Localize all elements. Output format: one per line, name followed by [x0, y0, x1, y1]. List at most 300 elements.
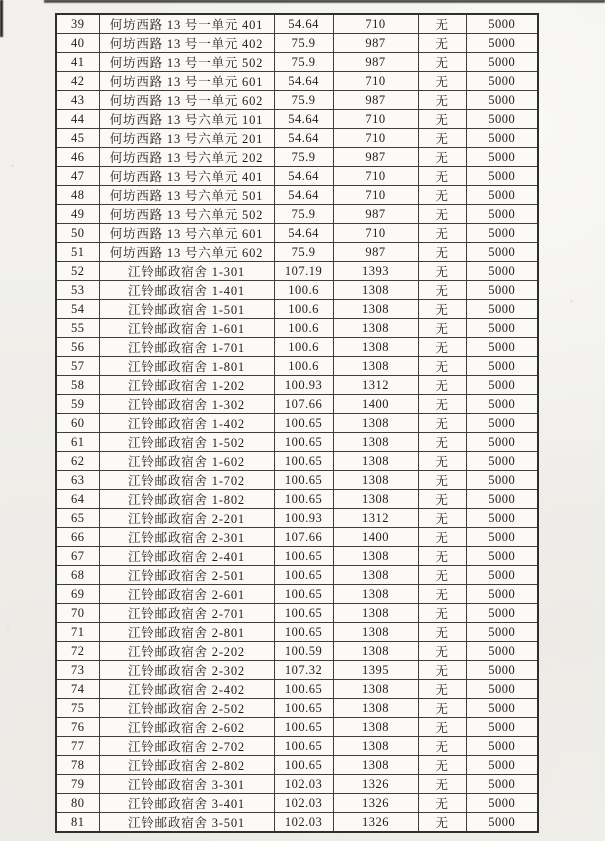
value-cell: 无	[418, 34, 466, 53]
address-cell: 江铃邮政宿舍 1-701	[99, 338, 274, 357]
row-number-cell: 47	[56, 167, 99, 186]
row-number-cell: 54	[56, 300, 99, 319]
row-number-cell: 68	[56, 566, 99, 585]
address-cell: 何坊西路 13 号六单元 201	[99, 129, 274, 148]
value-cell: 5000	[466, 243, 538, 262]
value-cell: 75.9	[274, 243, 333, 262]
table-row	[56, 414, 538, 433]
value-cell: 无	[418, 699, 466, 718]
value-cell: 710	[333, 224, 418, 243]
address-cell: 江铃邮政宿舍 1-301	[99, 262, 274, 281]
row-number-cell: 58	[56, 376, 99, 395]
address-cell: 何坊西路 13 号六单元 602	[99, 243, 274, 262]
value-cell: 1308	[333, 471, 418, 490]
value-cell: 1308	[333, 680, 418, 699]
value-cell: 无	[418, 357, 466, 376]
value-cell: 1400	[333, 528, 418, 547]
value-cell: 5000	[466, 167, 538, 186]
address-cell: 江铃邮政宿舍 1-501	[99, 300, 274, 319]
value-cell: 无	[418, 794, 466, 813]
table-row	[56, 205, 538, 224]
value-cell: 5000	[466, 623, 538, 642]
value-cell: 1308	[333, 585, 418, 604]
table-row	[56, 471, 538, 490]
row-number-cell: 43	[56, 91, 99, 110]
value-cell: 100.65	[274, 433, 333, 452]
address-cell: 何坊西路 13 号一单元 401	[99, 14, 274, 34]
address-cell: 江铃邮政宿舍 2-401	[99, 547, 274, 566]
value-cell: 无	[418, 167, 466, 186]
value-cell: 75.9	[274, 148, 333, 167]
value-cell: 987	[333, 243, 418, 262]
value-cell: 5000	[466, 775, 538, 794]
value-cell: 无	[418, 53, 466, 72]
scan-speck	[570, 300, 573, 302]
value-cell: 无	[418, 148, 466, 167]
value-cell: 无	[418, 452, 466, 471]
value-cell: 1312	[333, 376, 418, 395]
table-row	[56, 642, 538, 661]
value-cell: 100.65	[274, 623, 333, 642]
table-row	[56, 794, 538, 813]
value-cell: 无	[418, 205, 466, 224]
row-number-cell: 45	[56, 129, 99, 148]
value-cell: 1400	[333, 395, 418, 414]
row-number-cell: 61	[56, 433, 99, 452]
value-cell: 无	[418, 813, 466, 833]
row-number-cell: 55	[56, 319, 99, 338]
value-cell: 1308	[333, 718, 418, 737]
value-cell: 无	[418, 471, 466, 490]
value-cell: 5000	[466, 490, 538, 509]
value-cell: 5000	[466, 452, 538, 471]
value-cell: 无	[418, 680, 466, 699]
value-cell: 无	[418, 243, 466, 262]
value-cell: 5000	[466, 186, 538, 205]
value-cell: 5000	[466, 471, 538, 490]
value-cell: 1308	[333, 300, 418, 319]
value-cell: 1308	[333, 604, 418, 623]
table-row	[56, 775, 538, 794]
value-cell: 1308	[333, 414, 418, 433]
value-cell: 987	[333, 91, 418, 110]
value-cell: 5000	[466, 262, 538, 281]
address-cell: 江铃邮政宿舍 1-401	[99, 281, 274, 300]
value-cell: 100.59	[274, 642, 333, 661]
value-cell: 无	[418, 338, 466, 357]
address-cell: 江铃邮政宿舍 1-802	[99, 490, 274, 509]
value-cell: 5000	[466, 14, 538, 34]
value-cell: 1308	[333, 433, 418, 452]
address-cell: 江铃邮政宿舍 1-601	[99, 319, 274, 338]
value-cell: 710	[333, 129, 418, 148]
row-number-cell: 72	[56, 642, 99, 661]
row-number-cell: 46	[56, 148, 99, 167]
row-number-cell: 40	[56, 34, 99, 53]
value-cell: 无	[418, 414, 466, 433]
table-row	[56, 34, 538, 53]
value-cell: 100.65	[274, 452, 333, 471]
address-cell: 江铃邮政宿舍 3-501	[99, 813, 274, 833]
row-number-cell: 51	[56, 243, 99, 262]
scan-artifact-top-edge	[44, 0, 605, 3]
address-cell: 江铃邮政宿舍 2-501	[99, 566, 274, 585]
address-cell: 江铃邮政宿舍 2-701	[99, 604, 274, 623]
table-row	[56, 813, 538, 833]
value-cell: 1308	[333, 699, 418, 718]
table-row	[56, 186, 538, 205]
table-row	[56, 129, 538, 148]
address-cell: 江铃邮政宿舍 1-602	[99, 452, 274, 471]
row-number-cell: 53	[56, 281, 99, 300]
table-row	[56, 338, 538, 357]
value-cell: 1308	[333, 547, 418, 566]
address-cell: 江铃邮政宿舍 2-202	[99, 642, 274, 661]
row-number-cell: 76	[56, 718, 99, 737]
row-number-cell: 73	[56, 661, 99, 680]
row-number-cell: 39	[56, 14, 99, 34]
value-cell: 5000	[466, 585, 538, 604]
address-cell: 江铃邮政宿舍 2-601	[99, 585, 274, 604]
value-cell: 100.65	[274, 471, 333, 490]
value-cell: 987	[333, 34, 418, 53]
value-cell: 5000	[466, 91, 538, 110]
value-cell: 无	[418, 509, 466, 528]
table-row	[56, 718, 538, 737]
value-cell: 5000	[466, 148, 538, 167]
table-row	[56, 433, 538, 452]
value-cell: 100.65	[274, 604, 333, 623]
scan-speck	[7, 628, 9, 630]
table-row	[56, 110, 538, 129]
row-number-cell: 71	[56, 623, 99, 642]
value-cell: 54.64	[274, 110, 333, 129]
value-cell: 100.93	[274, 509, 333, 528]
value-cell: 54.64	[274, 72, 333, 91]
table-row	[56, 357, 538, 376]
value-cell: 5000	[466, 338, 538, 357]
table-row	[56, 72, 538, 91]
address-cell: 何坊西路 13 号六单元 202	[99, 148, 274, 167]
value-cell: 无	[418, 604, 466, 623]
value-cell: 1308	[333, 281, 418, 300]
value-cell: 107.66	[274, 528, 333, 547]
value-cell: 5000	[466, 528, 538, 547]
value-cell: 1308	[333, 756, 418, 775]
address-cell: 江铃邮政宿舍 2-301	[99, 528, 274, 547]
value-cell: 5000	[466, 72, 538, 91]
table-row	[56, 14, 538, 34]
address-cell: 江铃邮政宿舍 2-802	[99, 756, 274, 775]
value-cell: 710	[333, 110, 418, 129]
value-cell: 无	[418, 737, 466, 756]
value-cell: 102.03	[274, 775, 333, 794]
value-cell: 710	[333, 186, 418, 205]
value-cell: 75.9	[274, 91, 333, 110]
value-cell: 1326	[333, 775, 418, 794]
row-number-cell: 56	[56, 338, 99, 357]
table-row	[56, 300, 538, 319]
value-cell: 100.6	[274, 357, 333, 376]
row-number-cell: 74	[56, 680, 99, 699]
address-cell: 江铃邮政宿舍 1-702	[99, 471, 274, 490]
row-number-cell: 62	[56, 452, 99, 471]
value-cell: 5000	[466, 699, 538, 718]
value-cell: 5000	[466, 737, 538, 756]
value-cell: 54.64	[274, 186, 333, 205]
value-cell: 100.65	[274, 585, 333, 604]
scan-speck	[11, 165, 14, 167]
value-cell: 5000	[466, 813, 538, 833]
value-cell: 无	[418, 566, 466, 585]
value-cell: 无	[418, 395, 466, 414]
value-cell: 无	[418, 91, 466, 110]
table-row	[56, 281, 538, 300]
row-number-cell: 80	[56, 794, 99, 813]
row-number-cell: 65	[56, 509, 99, 528]
row-number-cell: 57	[56, 357, 99, 376]
table-row	[56, 319, 538, 338]
value-cell: 75.9	[274, 34, 333, 53]
table-row	[56, 452, 538, 471]
value-cell: 54.64	[274, 14, 333, 34]
row-number-cell: 75	[56, 699, 99, 718]
row-number-cell: 64	[56, 490, 99, 509]
row-number-cell: 44	[56, 110, 99, 129]
row-number-cell: 70	[56, 604, 99, 623]
value-cell: 无	[418, 642, 466, 661]
value-cell: 1308	[333, 737, 418, 756]
address-cell: 何坊西路 13 号六单元 601	[99, 224, 274, 243]
value-cell: 75.9	[274, 205, 333, 224]
address-cell: 何坊西路 13 号六单元 502	[99, 205, 274, 224]
table-row	[56, 395, 538, 414]
table-row	[56, 53, 538, 72]
value-cell: 1308	[333, 357, 418, 376]
address-cell: 江铃邮政宿舍 2-801	[99, 623, 274, 642]
value-cell: 无	[418, 224, 466, 243]
value-cell: 5000	[466, 604, 538, 623]
row-number-cell: 50	[56, 224, 99, 243]
value-cell: 无	[418, 129, 466, 148]
table-row	[56, 756, 538, 775]
value-cell: 5000	[466, 433, 538, 452]
value-cell: 710	[333, 14, 418, 34]
address-cell: 江铃邮政宿舍 1-202	[99, 376, 274, 395]
row-number-cell: 52	[56, 262, 99, 281]
value-cell: 无	[418, 319, 466, 338]
value-cell: 100.65	[274, 756, 333, 775]
table-row	[56, 547, 538, 566]
value-cell: 107.32	[274, 661, 333, 680]
table-row	[56, 585, 538, 604]
address-cell: 何坊西路 13 号一单元 601	[99, 72, 274, 91]
value-cell: 5000	[466, 414, 538, 433]
value-cell: 5000	[466, 224, 538, 243]
value-cell: 100.65	[274, 718, 333, 737]
table-row	[56, 167, 538, 186]
table-row	[56, 509, 538, 528]
row-number-cell: 66	[56, 528, 99, 547]
value-cell: 5000	[466, 357, 538, 376]
address-cell: 何坊西路 13 号一单元 402	[99, 34, 274, 53]
value-cell: 102.03	[274, 813, 333, 833]
value-cell: 5000	[466, 718, 538, 737]
table-row	[56, 528, 538, 547]
table-row	[56, 262, 538, 281]
address-cell: 江铃邮政宿舍 3-401	[99, 794, 274, 813]
value-cell: 987	[333, 53, 418, 72]
table-body	[56, 14, 538, 832]
value-cell: 5000	[466, 395, 538, 414]
address-cell: 江铃邮政宿舍 2-302	[99, 661, 274, 680]
row-number-cell: 63	[56, 471, 99, 490]
row-number-cell: 48	[56, 186, 99, 205]
value-cell: 无	[418, 433, 466, 452]
value-cell: 1393	[333, 262, 418, 281]
value-cell: 54.64	[274, 129, 333, 148]
value-cell: 5000	[466, 300, 538, 319]
value-cell: 5000	[466, 756, 538, 775]
value-cell: 5000	[466, 661, 538, 680]
value-cell: 无	[418, 528, 466, 547]
table-row	[56, 623, 538, 642]
value-cell: 1308	[333, 490, 418, 509]
address-cell: 何坊西路 13 号六单元 501	[99, 186, 274, 205]
value-cell: 5000	[466, 547, 538, 566]
value-cell: 无	[418, 14, 466, 34]
value-cell: 无	[418, 775, 466, 794]
value-cell: 无	[418, 262, 466, 281]
value-cell: 100.6	[274, 281, 333, 300]
address-cell: 何坊西路 13 号一单元 502	[99, 53, 274, 72]
value-cell: 无	[418, 585, 466, 604]
value-cell: 100.65	[274, 490, 333, 509]
value-cell: 107.66	[274, 395, 333, 414]
table-row	[56, 566, 538, 585]
value-cell: 1308	[333, 642, 418, 661]
value-cell: 100.65	[274, 737, 333, 756]
value-cell: 5000	[466, 281, 538, 300]
row-number-cell: 81	[56, 813, 99, 833]
row-number-cell: 41	[56, 53, 99, 72]
address-cell: 江铃邮政宿舍 2-602	[99, 718, 274, 737]
value-cell: 5000	[466, 319, 538, 338]
address-cell: 江铃邮政宿舍 2-702	[99, 737, 274, 756]
value-cell: 1308	[333, 623, 418, 642]
value-cell: 无	[418, 72, 466, 91]
value-cell: 5000	[466, 509, 538, 528]
table-row	[56, 91, 538, 110]
value-cell: 100.6	[274, 338, 333, 357]
value-cell: 1308	[333, 319, 418, 338]
address-cell: 江铃邮政宿舍 1-402	[99, 414, 274, 433]
value-cell: 54.64	[274, 224, 333, 243]
address-cell: 江铃邮政宿舍 2-201	[99, 509, 274, 528]
value-cell: 100.65	[274, 566, 333, 585]
value-cell: 987	[333, 205, 418, 224]
value-cell: 1312	[333, 509, 418, 528]
table-row	[56, 243, 538, 262]
value-cell: 无	[418, 547, 466, 566]
table-row	[56, 661, 538, 680]
table-row	[56, 680, 538, 699]
value-cell: 无	[418, 376, 466, 395]
value-cell: 5000	[466, 566, 538, 585]
value-cell: 1308	[333, 452, 418, 471]
row-number-cell: 60	[56, 414, 99, 433]
value-cell: 100.65	[274, 547, 333, 566]
value-cell: 1308	[333, 566, 418, 585]
row-number-cell: 78	[56, 756, 99, 775]
value-cell: 75.9	[274, 53, 333, 72]
value-cell: 5000	[466, 642, 538, 661]
value-cell: 无	[418, 490, 466, 509]
row-number-cell: 77	[56, 737, 99, 756]
value-cell: 100.93	[274, 376, 333, 395]
row-number-cell: 42	[56, 72, 99, 91]
value-cell: 无	[418, 623, 466, 642]
row-number-cell: 79	[56, 775, 99, 794]
value-cell: 54.64	[274, 167, 333, 186]
address-cell: 何坊西路 13 号一单元 602	[99, 91, 274, 110]
value-cell: 5000	[466, 53, 538, 72]
row-number-cell: 59	[56, 395, 99, 414]
value-cell: 100.65	[274, 680, 333, 699]
value-cell: 710	[333, 167, 418, 186]
row-number-cell: 49	[56, 205, 99, 224]
value-cell: 1395	[333, 661, 418, 680]
value-cell: 5000	[466, 680, 538, 699]
value-cell: 5000	[466, 376, 538, 395]
value-cell: 5000	[466, 129, 538, 148]
row-number-cell: 69	[56, 585, 99, 604]
value-cell: 无	[418, 661, 466, 680]
table-row	[56, 699, 538, 718]
address-cell: 江铃邮政宿舍 2-502	[99, 699, 274, 718]
value-cell: 无	[418, 300, 466, 319]
value-cell: 1326	[333, 794, 418, 813]
address-cell: 江铃邮政宿舍 2-402	[99, 680, 274, 699]
value-cell: 5000	[466, 110, 538, 129]
value-cell: 107.19	[274, 262, 333, 281]
address-cell: 江铃邮政宿舍 1-502	[99, 433, 274, 452]
value-cell: 无	[418, 281, 466, 300]
value-cell: 100.6	[274, 319, 333, 338]
address-cell: 江铃邮政宿舍 3-301	[99, 775, 274, 794]
value-cell: 无	[418, 110, 466, 129]
address-cell: 江铃邮政宿舍 1-302	[99, 395, 274, 414]
value-cell: 100.6	[274, 300, 333, 319]
housing-units-table	[55, 13, 539, 833]
table-row	[56, 604, 538, 623]
table-row	[56, 376, 538, 395]
scan-artifact-left-edge	[0, 0, 3, 37]
value-cell: 5000	[466, 34, 538, 53]
value-cell: 102.03	[274, 794, 333, 813]
value-cell: 5000	[466, 794, 538, 813]
value-cell: 987	[333, 148, 418, 167]
table-row	[56, 224, 538, 243]
value-cell: 1308	[333, 338, 418, 357]
value-cell: 710	[333, 72, 418, 91]
table-row	[56, 737, 538, 756]
value-cell: 无	[418, 186, 466, 205]
value-cell: 无	[418, 756, 466, 775]
value-cell: 100.65	[274, 699, 333, 718]
address-cell: 江铃邮政宿舍 1-801	[99, 357, 274, 376]
address-cell: 何坊西路 13 号六单元 401	[99, 167, 274, 186]
